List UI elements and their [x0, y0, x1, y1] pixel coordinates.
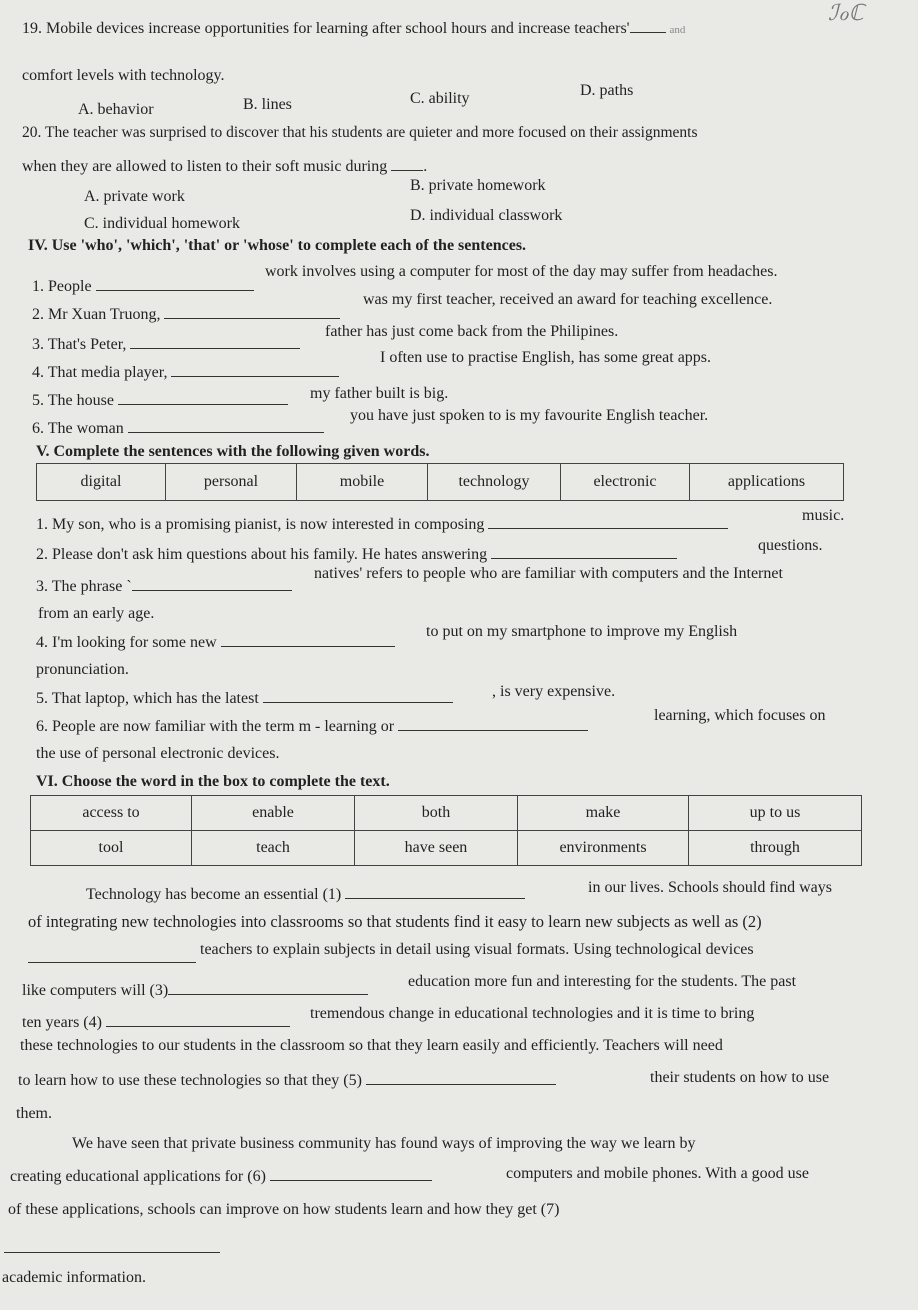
- passage-line: [28, 948, 196, 969]
- answer-blank-5[interactable]: [366, 1070, 556, 1085]
- q19-option-d[interactable]: D. paths: [580, 82, 634, 99]
- s5-continuation: the use of personal electronic devices.: [36, 745, 280, 762]
- word-box-cell[interactable]: environments: [518, 831, 689, 866]
- passage-line: in our lives. Schools should find ways: [588, 879, 832, 896]
- section5-word-box: [36, 463, 844, 501]
- passage-line: tremendous change in educational technologies and it is time to bring: [310, 1005, 755, 1022]
- passage-line: ten years (4): [22, 1012, 290, 1033]
- handwritten-mark: ℐℴℂ: [828, 0, 864, 25]
- answer-blank[interactable]: [488, 514, 728, 529]
- answer-blank[interactable]: [171, 362, 339, 377]
- passage-line: these technologies to our students in the classroom so that they learn easily and efficiently. Teachers will need: [20, 1037, 723, 1054]
- s4-item: 5. The house: [32, 390, 288, 411]
- word-box-cell[interactable]: make: [518, 796, 689, 831]
- word-box-cell[interactable]: applications: [690, 464, 844, 501]
- s5-item: 2. Please don't ask him questions about his family. He hates answering: [36, 544, 677, 565]
- word-box-cell[interactable]: have seen: [355, 831, 518, 866]
- word-box-cell[interactable]: tool: [31, 831, 192, 866]
- q20-option-d[interactable]: D. individual classwork: [410, 207, 563, 224]
- word-box-cell[interactable]: up to us: [689, 796, 862, 831]
- passage-line: of integrating new technologies into classrooms so that students find it easy to learn new subjects as well as (2): [28, 912, 762, 931]
- word-box-cell[interactable]: through: [689, 831, 862, 866]
- s5-item: 4. I'm looking for some new: [36, 632, 395, 653]
- q19-option-c[interactable]: C. ability: [410, 90, 470, 107]
- passage-line: teachers to explain subjects in detail using visual formats. Using technological devices: [200, 941, 754, 958]
- s4-item-rest: was my first teacher, received an award for teaching excellence.: [363, 291, 773, 308]
- s5-item-rest: , is very expensive.: [492, 683, 616, 700]
- word-box-cell[interactable]: teach: [192, 831, 355, 866]
- passage-line: to learn how to use these technologies so that they (5): [18, 1070, 556, 1091]
- answer-blank[interactable]: [128, 418, 324, 433]
- passage-line: creating educational applications for (6): [10, 1166, 432, 1187]
- answer-blank-2[interactable]: [28, 948, 196, 963]
- s4-item: 3. That's Peter,: [32, 334, 300, 355]
- answer-blank-3[interactable]: [168, 980, 368, 995]
- word-box-cell[interactable]: access to: [31, 796, 192, 831]
- word-box-cell[interactable]: electronic: [561, 464, 690, 501]
- q19-option-b[interactable]: B. lines: [243, 96, 292, 113]
- answer-blank[interactable]: [132, 576, 292, 591]
- s4-item-rest: work involves using a computer for most of the day may suffer from headaches.: [265, 263, 778, 280]
- section5-heading: V. Complete the sentences with the following given words.: [36, 443, 430, 460]
- passage-line: education more fun and interesting for the students. The past: [408, 973, 797, 990]
- word-box-cell[interactable]: both: [355, 796, 518, 831]
- s5-item-rest: learning, which focuses on: [654, 707, 826, 724]
- passage-line: them.: [16, 1105, 52, 1122]
- word-box-cell[interactable]: mobile: [297, 464, 428, 501]
- s4-item: 6. The woman: [32, 418, 324, 439]
- passage-line: computers and mobile phones. With a good use: [506, 1165, 810, 1182]
- s5-continuation: pronunciation.: [36, 661, 129, 678]
- answer-blank-4[interactable]: [106, 1012, 290, 1027]
- s5-item: 1. My son, who is a promising pianist, is now interested in composing: [36, 514, 728, 535]
- answer-blank[interactable]: [96, 276, 254, 291]
- s5-item: 3. The phrase `: [36, 576, 292, 597]
- word-box-cell[interactable]: personal: [166, 464, 297, 501]
- q20-stem-line1: 20. The teacher was surprised to discover that his students are quieter and more focused on their assignments: [22, 124, 698, 141]
- s4-item: 4. That media player,: [32, 362, 339, 383]
- answer-blank[interactable]: [391, 156, 423, 171]
- q19-stem-line1: 19. Mobile devices increase opportunities for learning after school hours and increase teachers' and: [22, 20, 686, 37]
- section4-heading: IV. Use 'who', 'which', 'that' or 'whose' to complete each of the sentences.: [28, 237, 527, 254]
- s5-item: 6. People are now familiar with the term m - learning or: [36, 716, 588, 737]
- s4-item-rest: father has just come back from the Philipines.: [325, 323, 619, 340]
- answer-blank[interactable]: [130, 334, 300, 349]
- s5-item-rest: to put on my smartphone to improve my English: [426, 623, 738, 640]
- s4-item-rest: my father built is big.: [310, 385, 449, 402]
- s4-item-rest: I often use to practise English, has some great apps.: [380, 349, 712, 366]
- q20-option-b[interactable]: B. private homework: [410, 177, 546, 194]
- answer-blank[interactable]: [398, 716, 588, 731]
- answer-blank-6[interactable]: [270, 1166, 432, 1181]
- s5-item-rest: music.: [802, 507, 845, 524]
- passage-line: Technology has become an essential (1): [86, 884, 525, 905]
- answer-blank-7[interactable]: [4, 1238, 220, 1253]
- answer-blank[interactable]: [263, 688, 453, 703]
- answer-blank[interactable]: [164, 304, 340, 319]
- passage-line: like computers will (3): [22, 980, 368, 1001]
- q20-option-a[interactable]: A. private work: [84, 188, 185, 205]
- answer-blank-1[interactable]: [345, 884, 525, 899]
- answer-blank[interactable]: [630, 18, 666, 33]
- passage-line: academic information.: [2, 1269, 146, 1286]
- answer-blank[interactable]: [491, 544, 677, 559]
- q20-option-c[interactable]: C. individual homework: [84, 215, 240, 232]
- s5-item-rest: natives' refers to people who are familiar with computers and the Internet: [314, 565, 783, 582]
- word-box-cell[interactable]: enable: [192, 796, 355, 831]
- s5-continuation: from an early age.: [38, 605, 155, 622]
- passage-line: We have seen that private business community has found ways of improving the way we learn by: [72, 1135, 696, 1152]
- passage-line: their students on how to use: [650, 1069, 830, 1086]
- passage-line: [4, 1238, 220, 1259]
- answer-blank[interactable]: [118, 390, 288, 405]
- word-box-cell[interactable]: technology: [428, 464, 561, 501]
- s5-item-rest: questions.: [758, 537, 823, 554]
- section6-heading: VI. Choose the word in the box to complete the text.: [36, 773, 390, 790]
- q19-stem-line2: comfort levels with technology.: [22, 67, 225, 84]
- q20-stem-line2: when they are allowed to listen to their soft music during .: [22, 158, 428, 175]
- passage-line: of these applications, schools can improve on how students learn and how they get (7): [8, 1201, 560, 1218]
- s5-item: 5. That laptop, which has the latest: [36, 688, 453, 709]
- word-box-cell[interactable]: digital: [37, 464, 166, 501]
- q19-option-a[interactable]: A. behavior: [78, 101, 154, 118]
- s4-item: 2. Mr Xuan Truong,: [32, 304, 340, 325]
- s4-item: 1. People: [32, 276, 254, 297]
- section6-word-box: [30, 795, 862, 866]
- s4-item-rest: you have just spoken to is my favourite English teacher.: [350, 407, 709, 424]
- answer-blank[interactable]: [221, 632, 395, 647]
